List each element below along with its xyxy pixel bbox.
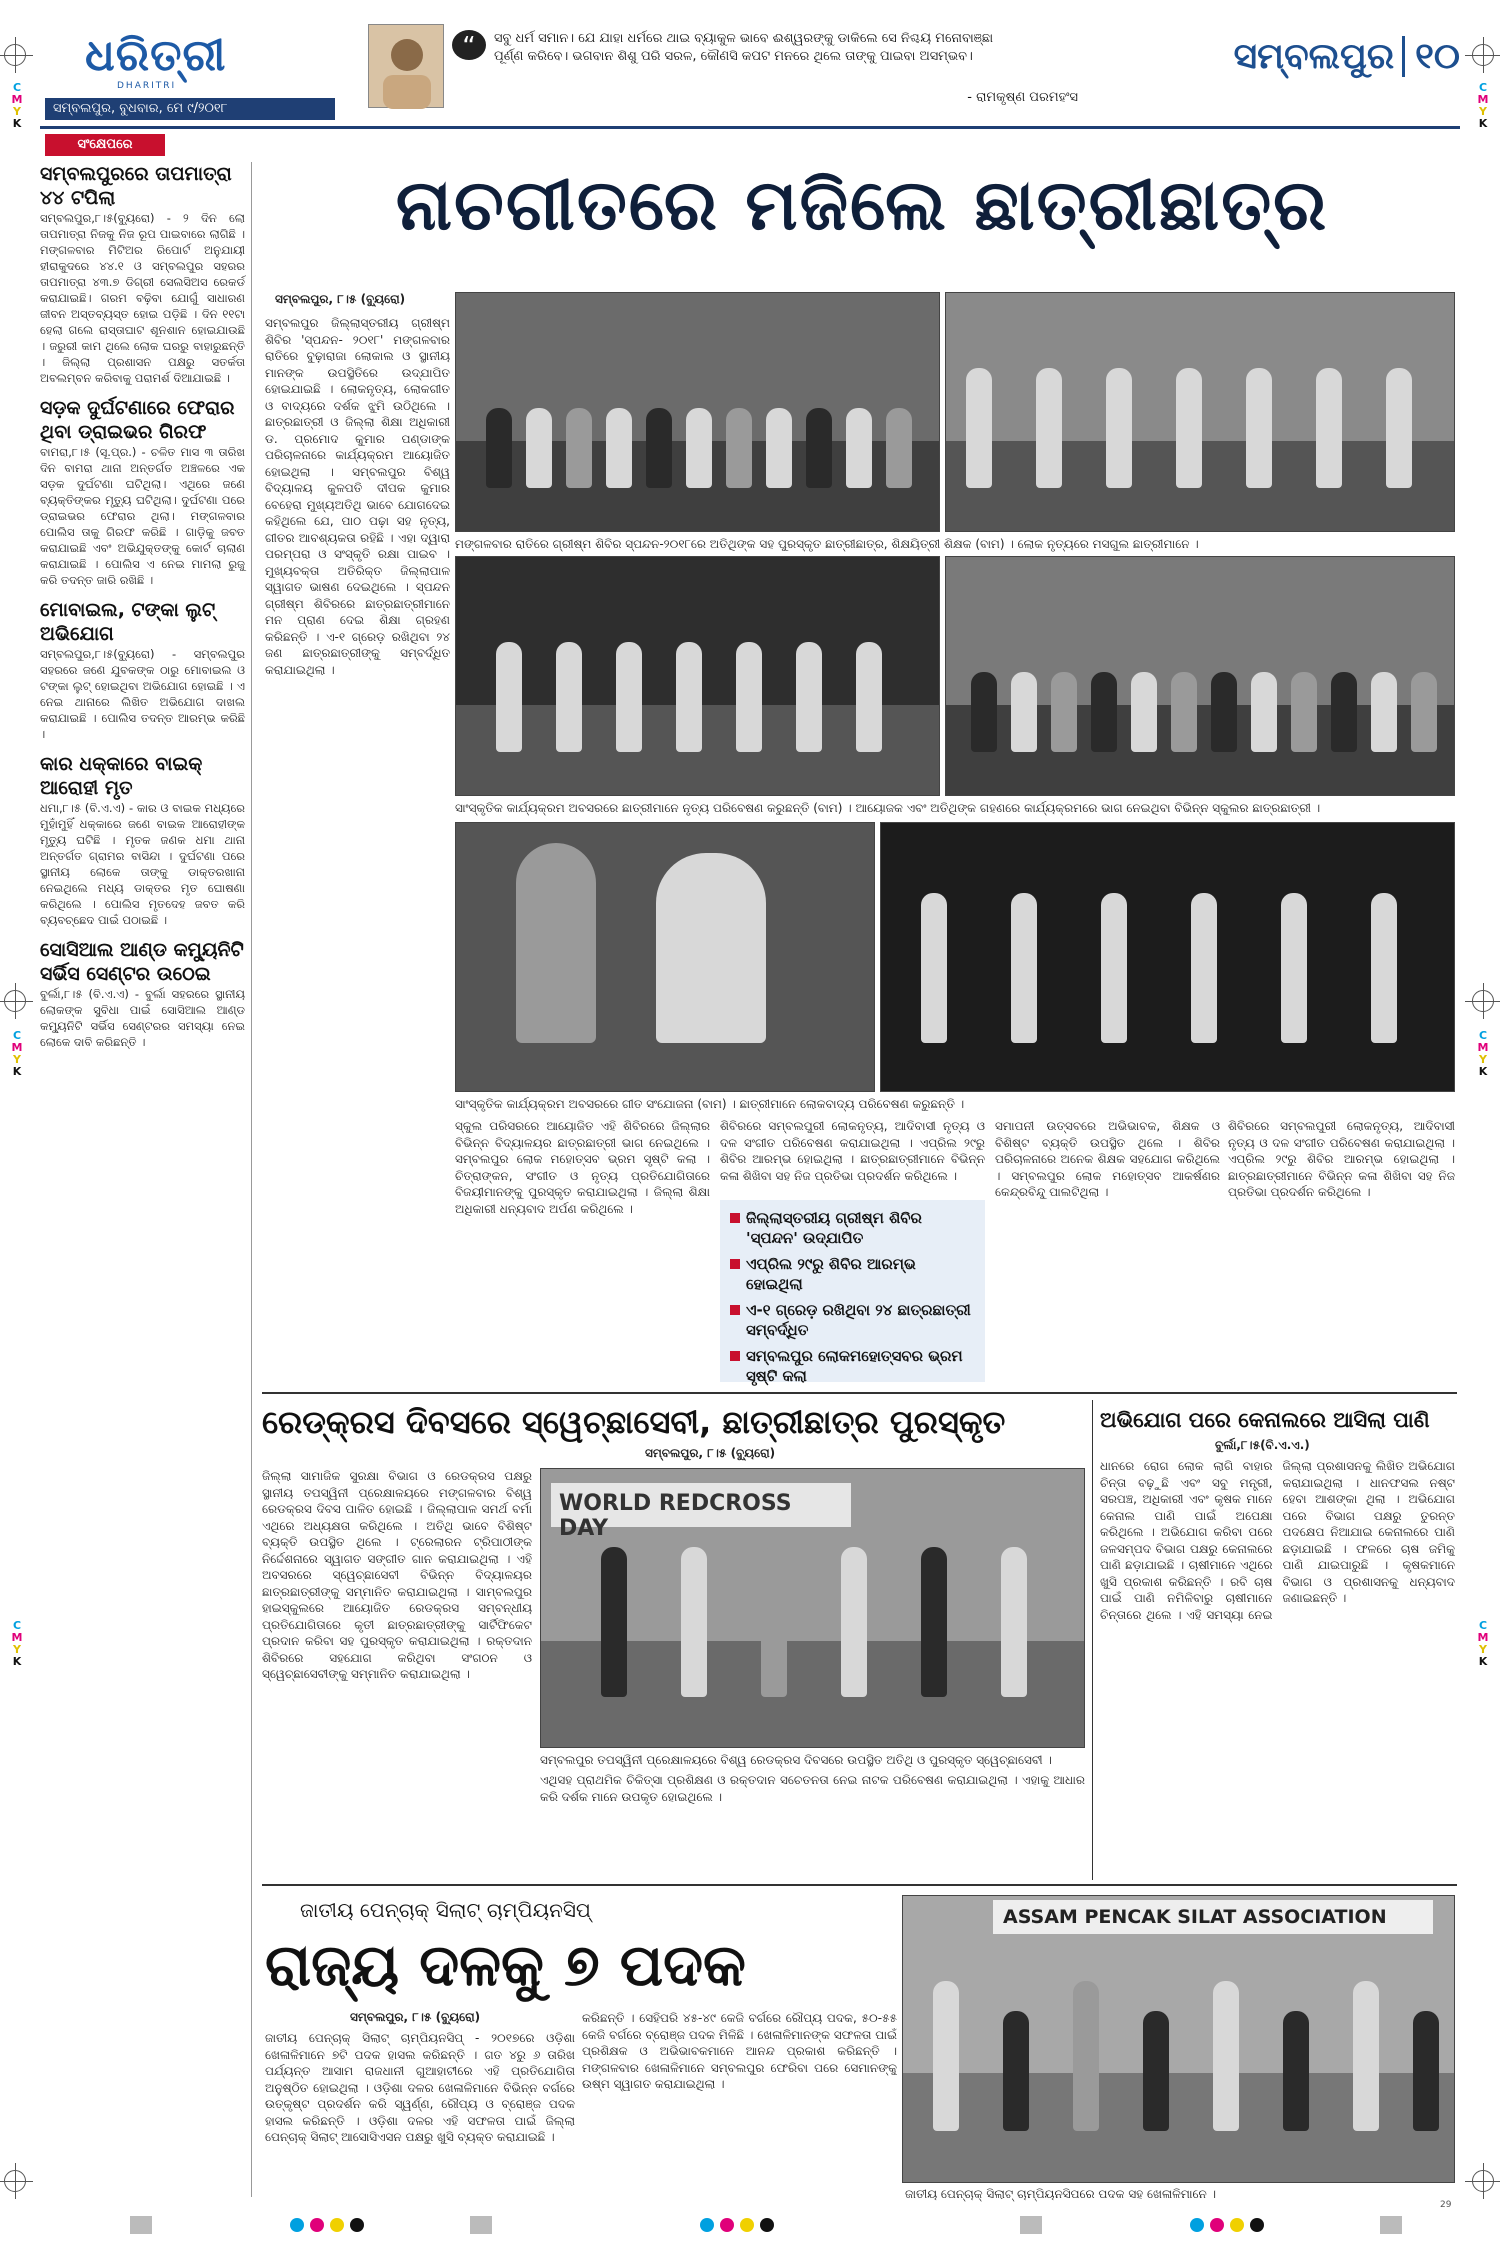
photo-stage-dance[interactable]	[455, 556, 940, 796]
color-bar	[1020, 2216, 1042, 2234]
cmyk-marks: C M Y K	[11, 1029, 23, 1078]
redcross-headline[interactable]: ରେଡ୍‌କ୍ରସ ଦିବସରେ ସ୍ୱେଚ୍ଛାସେବୀ, ଛାତ୍ରୀଛାତ୍ର ପୁରସ୍କୃତ	[262, 1403, 1006, 1441]
silat-kicker: ଜାତୀୟ ପେନ୍‌ଚାକ୍ ସିଲାଟ୍ ଚାମ୍ପିୟନସିପ୍	[300, 1898, 591, 1922]
brief-item[interactable]	[40, 752, 245, 928]
photo-caption: ସାଂସ୍କୃତିକ କାର୍ଯ୍ୟକ୍ରମ ଅବସରରେ ଛାତ୍ରୀମାନେ ନୃତ୍ୟ ପରିବେଷଣ କରୁଛନ୍ତି (ବାମ) । ଆୟୋଜକ ଏବଂ ଅତିଥିଙ୍କ ଗହଣରେ କାର୍ଯ୍ୟକ୍ରମରେ ଭାଗ ନେଇଥିବା ବିଭିନ୍ନ ସ୍କୁଲର ଛାତ୍ରଛାତ୍ରୀ ।	[455, 801, 1321, 815]
water-body: ଧାନରେ ରୋଗ ଲୋକ ଲାଗି ବାହାର ଚିନ୍ତା ବଢ଼ୁଛି ଏବଂ ସବୁ ମନ୍ତ୍ରୀ, ସରପଞ୍ଚ, ଅଧିକାରୀ ଏବଂ କୃଷକ ମାନେ କେନାଲ ପାଣି ପାଇଁ ଅପେକ୍ଷା କରିଥିଲେ । ଅଭିଯୋଗ କରିବା ପରେ ଜଳସମ୍ପଦ ବିଭାଗ ପକ୍ଷରୁ କେନାଲରେ ପାଣି ଛଡ଼ାଯାଇଛି । ଚାଷୀମାନେ ଏଥିରେ ଖୁସି ପ୍ରକାଶ କରିଛନ୍ତି । ରବି ଚାଷ ପାଇଁ ପାଣି ନମିଳିବାରୁ ଚାଷୀମାନେ ଚିନ୍ତାରେ ଥିଲେ । ଏହି ସମସ୍ୟା ନେଇ ଜିଲ୍ଲା ପ୍ରଶାସନକୁ ଲିଖିତ ଅଭିଯୋଗ କରାଯାଇଥିଲା । ଧାନଫସଲ ନଷ୍ଟ ହେବା ଆଶଙ୍କା ଥିଲା । ଅଭିଯୋଗ ପରେ ବିଭାଗ ପକ୍ଷରୁ ତୁରନ୍ତ ପଦକ୍ଷେପ ନିଆଯାଇ କେନାଲରେ ପାଣି ଛଡ଼ାଯାଇଛି । ଫଳରେ ଚାଷ ଜମିକୁ ପାଣି ଯାଇପାରୁଛି । କୃଷକମାନେ ବିଭାଗ ଓ ପ୍ରଶାସନକୁ ଧନ୍ୟବାଦ ଜଣାଇଛନ୍ତି ।	[1100, 1459, 1455, 1622]
photo-caption: ସମ୍ବଲପୁର ତପସ୍ୱିନୀ ପ୍ରେକ୍ଷାଳୟରେ ବିଶ୍ୱ ରେଡକ୍ରସ ଦିବସରେ ଉପସ୍ଥିତ ଅତିଥି ଓ ପୁରସ୍କୃତ ସ୍ୱେଚ୍ଛାସେବୀ ।	[540, 1753, 1052, 1767]
redcross-byline: ସମ୍ବଲପୁର, ୮।୫ (ବ୍ୟୁରୋ)	[645, 1446, 776, 1460]
color-bar	[1250, 2218, 1264, 2232]
color-bar	[760, 2218, 774, 2232]
portrait-image	[368, 24, 444, 108]
quote-author: - ରାମକୃଷ୍ଣ ପରମହଂସ	[967, 90, 1078, 105]
highlights-box	[720, 1200, 985, 1385]
color-bar	[700, 2218, 714, 2232]
brief-body: ଧମା,୮।୫ (ବି.ଏ.ଏ) - କାର ଓ ବାଇକ ମଧ୍ୟରେ ମୁହାଁମୁହିଁ ଧକ୍କାରେ ଜଣେ ବାଇକ ଆରୋହୀଙ୍କ ମୃତ୍ୟୁ ଘଟିଛି । ମୃତକ ଜଣକ ଧମା ଥାନା ଅନ୍ତର୍ଗତ ଗ୍ରାମର ବାସିନ୍ଦା । ଦୁର୍ଘଟଣା ପରେ ସ୍ଥାନୀୟ ଲୋକେ ତାଙ୍କୁ ଡାକ୍ତରଖାନା ନେଇଥିଲେ ମଧ୍ୟ ଡାକ୍ତର ମୃତ ଘୋଷଣା କରିଥିଲେ । ପୋଲିସ ମୃତଦେହ ଜବତ କରି ବ୍ୟବଚ୍ଛେଦ ପାଇଁ ପଠାଇଛି ।	[40, 801, 245, 927]
silat-headline[interactable]: ରାଜ୍ୟ ଦଳକୁ ୭ ପଦକ	[265, 1931, 746, 1999]
photo-singers[interactable]	[455, 822, 875, 1092]
silat-body: ଜାତୀୟ ପେନ୍‌ଚାକ୍ ସିଲାଟ୍ ଚାମ୍ପିୟନସିପ୍ - ୨୦୧୭ରେ ଓଡ଼ିଶା ଖେଳାଳିମାନେ ୭ଟି ପଦକ ହାସଲ କରିଛନ୍ତି । ଗତ ୪ରୁ ୬ ତାରିଖ ପର୍ଯ୍ୟନ୍ତ ଆସାମ ରାଜଧାନୀ ଗୁଆହାଟୀରେ ଏହି ପ୍ରତିଯୋଗିତା ଅନୁଷ୍ଠିତ ହୋଇଥିଲା । ଓଡ଼ିଶା ଦଳର ଖେଳାଳିମାନେ ବିଭିନ୍ନ ବର୍ଗରେ ଉତ୍କୃଷ୍ଟ ପ୍ରଦର୍ଶନ କରି ସ୍ୱର୍ଣ୍ଣ, ରୌପ୍ୟ ଓ ବ୍ରୋଞ୍ଜ ପଦକ ହାସଲ କରିଛନ୍ତି । ଓଡ଼ିଶା ଦଳର ଏହି ସଫଳତା ପାଇଁ ଜିଲ୍ଲା ପେନ୍‌ଚାକ୍ ସିଲାଟ୍ ଆସୋସିଏସନ ପକ୍ଷରୁ ଖୁସି ବ୍ୟକ୍ତ କରାଯାଇଛି ।	[265, 2031, 575, 2144]
color-bar	[310, 2218, 324, 2232]
brief-body: ବୁର୍ଲା,୮।୫ (ବି.ଏ.ଏ) - ବୁର୍ଲା ସହରରେ ସ୍ଥାନୀୟ ଲୋକଙ୍କ ସୁବିଧା ପାଇଁ ସୋସିଆଲ ଆଣ୍ଡ କମ୍ୟୁନିଟି ସର୍ଭିସ ସେଣ୍ଟରର ସମସ୍ୟା ନେଇ ଲୋକେ ଦାବି କରିଛନ୍ତି ।	[40, 987, 245, 1049]
color-bar	[720, 2218, 734, 2232]
silat-banner: ASSAM PENCAK SILAT ASSOCIATION	[993, 1900, 1433, 1934]
briefs-column	[40, 162, 252, 2197]
color-bar	[740, 2218, 754, 2232]
brief-headline: ମୋବାଇଲ, ଟଙ୍କା ଲୁଟ୍ ଅଭିଯୋଗ	[40, 599, 216, 645]
brief-headline: ସମ୍ବଲପୁରରେ ତାପମାତ୍ରା ୪୪ ଟପିଲା	[40, 163, 232, 209]
redcross-body: ଜିଲ୍ଲା ସାମାଜିକ ସୁରକ୍ଷା ବିଭାଗ ଓ ରେଡକ୍ରସ ପକ୍ଷରୁ ସ୍ଥାନୀୟ ତପସ୍ୱିନୀ ପ୍ରେକ୍ଷାଳୟରେ ମଙ୍ଗଳବାର ବିଶ୍ୱ ରେଡକ୍ରସ ଦିବସ ପାଳିତ ହୋଇଛି । ଜିଲ୍ଲାପାଳ ସମର୍ଥ ବର୍ମା ଏଥିରେ ଅଧ୍ୟକ୍ଷତା କରିଥିଲେ । ଅତିଥି ଭାବେ ବିଶିଷ୍ଟ ବ୍ୟକ୍ତି ଉପସ୍ଥିତ ଥିଲେ । ଟ୍ରେଲାରନ ଟ୍ରିପାଠୀଙ୍କ ନିର୍ଦ୍ଦେଶନାରେ ସ୍ୱାଗତ ସଙ୍ଗୀତ ଗାନ କରାଯାଇଥିଲା । ଏହି ଅବସରରେ ସ୍ୱେଚ୍ଛାସେବୀ ବିଭିନ୍ନ ବିଦ୍ୟାଳୟର ଛାତ୍ରଛାତ୍ରୀଙ୍କୁ ସମ୍ମାନିତ କରାଯାଇଥିଲା । ସାମ୍ବଲପୁର ହାଇସ୍କୁଲରେ ଆୟୋଜିତ ରେଡକ୍ରସ ସମ୍ବନ୍ଧୀୟ ପ୍ରତିଯୋଗିତାରେ କୃତୀ ଛାତ୍ରଛାତ୍ରୀଙ୍କୁ ସାର୍ଟିଫିକେଟ ପ୍ରଦାନ କରିବା ସହ ପୁରସ୍କୃତ କରାଯାଇଥିଲା । ରକ୍ତଦାନ ଶିବିରରେ ସହଯୋଗ କରିଥିବା ସଂଗଠନ ଓ ସ୍ୱେଚ୍ଛାସେବୀଙ୍କୁ ସମ୍ମାନିତ କରାଯାଇଥିଲା ।	[262, 1469, 532, 1681]
lead-body-continued: ଶିବିରରେ ସମ୍ବଲପୁରୀ ଲୋକନୃତ୍ୟ, ଆଦିବାସୀ ନୃତ୍ୟ ଓ ଦଳ ସଂଗୀତ ପରିବେଷଣ କରାଯାଇଥିଲା । ଏପ୍ରିଲ ୨୯ରୁ ଶିବିର ଆରମ୍ଭ ହୋଇଥିଲା । ଛାତ୍ରଛାତ୍ରୀମାନେ ବିଭିନ୍ନ କଳା ଶିଖିବା ସହ ନିଜ ପ୍ରତିଭା ପ୍ରଦର୍ଶନ କରିଥିଲେ ।	[1228, 1119, 1455, 1199]
registration-mark	[4, 990, 26, 1012]
photo-group-felicitation[interactable]	[455, 292, 940, 532]
lead-body-continued: ସ୍କୁଲ ପରିସରରେ ଆୟୋଜିତ ଏହି ଶିବିରରେ ଜିଲ୍ଲାର ବିଭିନ୍ନ ବିଦ୍ୟାଳୟର ଛାତ୍ରଛାତ୍ରୀ ଭାଗ ନେଇଥିଲେ । ସମ୍ବଲପୁର ଲୋକ ମହୋତ୍ସବ ଭ୍ରମ ସୃଷ୍ଟି କଲା । ଚିତ୍ରାଙ୍କନ, ସଂଗୀତ ଓ ନୃତ୍ୟ ପ୍ରତିଯୋଗିତାରେ ବିଜୟୀମାନଙ୍କୁ ପୁରସ୍କୃତ କରାଯାଇଥିଲା । ଜିଲ୍ଲା ଶିକ୍ଷା ଅଧିକାରୀ ଧନ୍ୟବାଦ ଅର୍ପଣ କରିଥିଲେ ।	[455, 1119, 710, 1216]
brief-item[interactable]	[40, 396, 245, 588]
photo-redcross[interactable]	[540, 1468, 1085, 1748]
photo-caption: ସାଂସ୍କୃତିକ କାର୍ଯ୍ୟକ୍ରମ ଅବସରରେ ଗୀତ ସଂଯୋଜନା (ବାମ) । ଛାତ୍ରୀମାନେ ଲୋକବାଦ୍ୟ ପରିବେଷଣ କରୁଛନ୍ତି ।	[455, 1097, 965, 1111]
masthead-rule	[40, 126, 1460, 129]
water-byline: ବୁର୍ଲା,୮।୫(ବି.ଏ.ଏ.)	[1215, 1438, 1310, 1452]
page-code: 29	[1440, 2200, 1452, 2210]
brief-item[interactable]	[40, 162, 245, 386]
color-bar	[330, 2218, 344, 2232]
registration-mark	[1472, 990, 1494, 1012]
registration-mark	[4, 44, 26, 66]
brief-item[interactable]	[40, 938, 245, 1050]
page-number: ୧୦	[1402, 36, 1460, 77]
lead-byline: ସମ୍ବଲପୁର, ୮।୫ (ବ୍ୟୁରୋ)	[275, 292, 406, 306]
color-bar	[350, 2218, 364, 2232]
registration-mark	[4, 2170, 26, 2192]
cmyk-marks: C M Y K	[11, 1619, 23, 1668]
water-headline[interactable]: ଅଭିଯୋଗ ପରେ କେନାଲରେ ଆସିଲା ପାଣି	[1100, 1408, 1430, 1432]
page-name: ସମ୍ବଲପୁର ୧୦	[1233, 36, 1460, 77]
silat-byline: ସମ୍ବଲପୁର, ୮।୫ (ବ୍ୟୁରୋ)	[350, 2010, 481, 2024]
masthead-logo[interactable]	[85, 30, 270, 100]
quote-text: ସବୁ ଧର୍ମ ସମାନ। ଯେ ଯାହା ଧର୍ମରେ ଥାଇ ବ୍ୟାକୁଳ ଭାବେ ଈଶ୍ୱରଙ୍କୁ ଡାକିଲେ ସେ ନିଶ୍ଚୟ ମନୋବାଞ୍ଛା ପୂର୍ଣ୍ଣ କରିବେ। ଭଗବାନ ଶିଶୁ ପରି ସରଳ, କୌଣସି କପଟ ମନରେ ଥିଲେ ତାଙ୍କୁ ପାଇବା ଅସମ୍ଭବ।	[494, 31, 994, 64]
color-bar	[1380, 2216, 1402, 2234]
brief-body: ସମ୍ବଲପୁର,୮।୫(ବ୍ୟୁରୋ) - ସମ୍ବଲପୁର ସହରରେ ଜଣେ ଯୁବକଙ୍କ ଠାରୁ ମୋବାଇଲ ଓ ଟଙ୍କା ଲୁଟ୍ ହୋଇଥିବା ଅଭିଯୋଗ ହୋଇଛି । ଏ ନେଇ ଥାନାରେ ଲିଖିତ ଅଭିଯୋଗ ଦାଖଲ କରାଯାଇଛି । ପୋଲିସ ତଦନ୍ତ ଆରମ୍ଭ କରିଛି ।	[40, 647, 245, 741]
quote-box	[368, 24, 1088, 110]
redcross-banner: WORLD REDCROSS DAY	[551, 1483, 851, 1527]
cmyk-marks: C M Y K	[1477, 81, 1489, 130]
color-bar	[130, 2216, 152, 2234]
highlight-item: ସମ୍ବଲପୁର ଲୋକମହୋତ୍ସବର ଭ୍ରମ ସୃଷ୍ଟି କଲା	[728, 1346, 977, 1386]
brief-headline: ସୋସିଆଲ ଆଣ୍ଡ କମ୍ୟୁନିଟି ସର୍ଭିସ ସେଣ୍ଟର ଉଠେଇ	[40, 939, 244, 985]
photo-caption: ମଙ୍ଗଳବାର ରାତିରେ ଗ୍ରୀଷ୍ମ ଶିବିର ସ୍ପନ୍ଦନ-୨୦୧୮ରେ ଅତିଥିଙ୍କ ସହ ପୁରସ୍କୃତ ଛାତ୍ରୀଛାତ୍ର, ଶିକ୍ଷୟିତ୍ରୀ ଶିକ୍ଷକ (ବାମ) । ଲୋକ ନୃତ୍ୟରେ ମସଗୁଲ ଛାତ୍ରୀମାନେ ।	[455, 537, 1199, 551]
brief-body: ବାମରା,୮।୫ (ସୂ.ପ୍ର.) - ଚଳିତ ମାସ ୩ ତାରିଖ ଦିନ ବାମରା ଥାନା ଅନ୍ତର୍ଗତ ଅଞ୍ଚଳରେ ଏକ ସଡ଼କ ଦୁର୍ଘଟଣା ଘଟିଥିଲା। ଏଥିରେ ଜଣେ ବ୍ୟକ୍ତିଙ୍କର ମୃତ୍ୟୁ ଘଟିଥିଲା। ଦୁର୍ଘଟଣା ପରେ ଡ୍ରାଇଭର ଫେରାର ଥିଲା। ମଙ୍ଗଳବାର ପୋଲିସ ତାକୁ ଗିରଫ କରିଛି । ଗାଡ଼ିକୁ ଜବତ କରାଯାଇଛି ଏବଂ ଅଭିଯୁକ୍ତଙ୍କୁ କୋର୍ଟ ଚାଲାଣ କରାଯାଇଛି । ପୋଲିସ ଏ ନେଇ ମାମଲା ରୁଜୁ କରି ତଦନ୍ତ ଜାରି ରଖିଛି ।	[40, 445, 245, 587]
dateline: ସମ୍ବଲପୁର, ବୁଧବାର, ମେ ୯/୨୦୧୮	[45, 98, 335, 120]
column-rule	[1092, 1400, 1093, 1880]
photo-silat-team[interactable]	[902, 1895, 1455, 2183]
redcross-body-continued: ଏଥିସହ ପ୍ରାଥମିକ ଚିକିତ୍ସା ପ୍ରଶିକ୍ଷଣ ଓ ରକ୍ତଦାନ ସଚେତନତା ନେଇ ନାଟକ ପରିବେଷଣ କରାଯାଇଥିଲା । ଏହାକୁ ଆଧାର କରି ଦର୍ଶକ ମାନେ ଉପକୃତ ହୋଇଥିଲେ ।	[540, 1773, 1085, 1804]
lead-headline[interactable]: ନାଚଗୀତରେ ମଜିଲେ ଛାତ୍ରୀଛାତ୍ର	[395, 164, 1329, 246]
brief-body: ସମ୍ବଲପୁର,୮।୫(ବ୍ୟୁରୋ) - ୨ ଦିନ ଲୋ ତାପମାତ୍ରା ନିଜକୁ ନିଜ ରୂପ ପାଇବାରେ ଲାଗିଛି । ମଙ୍ଗଳବାର ମିଟିଅର ରିପୋର୍ଟ ଅନୁଯାୟୀ ହୀରାକୁଦରେ ୪୪.୧ ଓ ସମ୍ବଲପୁର ସହରର ତାପମାତ୍ରା ୪୩.୭ ଡିଗ୍ରୀ ସେଲସିଅସ ରେକର୍ଡ କରାଯାଇଛି। ଗରମ ବଢ଼ିବା ଯୋଗୁଁ ସାଧାରଣ ଜୀବନ ଅସ୍ତବ୍ୟସ୍ତ ହୋଇ ପଡ଼ିଛି । ଦିନ ୧୧ଟା ହେଲା ଗଲେ ରାସ୍ତାଘାଟ ଶୂନଶାନ ହୋଇଯାଉଛି । ଜରୁରୀ କାମ ଥିଲେ ଲୋକ ଘରରୁ ବାହାରୁଛନ୍ତି । ଜିଲ୍ଲା ପ୍ରଶାସନ ପକ୍ଷରୁ ସତର୍କତା ଅବଲମ୍ବନ କରିବାକୁ ପରାମର୍ଶ ଦିଆଯାଇଛି ।	[40, 211, 245, 385]
highlight-item: ଜିଲ୍ଲାସ୍ତରୀୟ ଗ୍ରୀଷ୍ମ ଶିବିର 'ସ୍ପନ୍ଦନ' ଉଦ୍ଯାପିତ	[728, 1208, 977, 1248]
color-bar	[1230, 2218, 1244, 2232]
registration-mark	[1472, 44, 1494, 66]
photo-guests-students[interactable]	[945, 556, 1455, 796]
registration-mark	[1472, 2170, 1494, 2192]
brief-headline: କାର ଧକ୍କାରେ ବାଇକ୍ ଆରୋହୀ ମୃତ	[40, 753, 203, 799]
lead-body-continued: ଶିବିରରେ ସମ୍ବଲପୁରୀ ଲୋକନୃତ୍ୟ, ଆଦିବାସୀ ନୃତ୍ୟ ଓ ଦଳ ସଂଗୀତ ପରିବେଷଣ କରାଯାଇଥିଲା । ଏପ୍ରିଲ ୨୯ରୁ ଶିବିର ଆରମ୍ଭ ହୋଇଥିଲା । ଛାତ୍ରଛାତ୍ରୀମାନେ ବିଭିନ୍ନ କଳା ଶିଖିବା ସହ ନିଜ ପ୍ରତିଭା ପ୍ରଦର୍ଶନ କରିଥିଲେ ।	[720, 1119, 985, 1183]
color-bar	[470, 2216, 492, 2234]
photo-caption: ଜାତୀୟ ପେନ୍‌ଚାକ୍ ସିଲାଟ୍ ଚାମ୍ପିୟନସିପରେ ପଦକ ସହ ଖେଳାଳିମାନେ ।	[905, 2187, 1217, 2201]
briefs-tag: ସଂକ୍ଷେପରେ	[45, 134, 165, 156]
photo-dancers[interactable]	[945, 292, 1455, 532]
lead-body-continued: ସମାପନୀ ଉତ୍ସବରେ ଅଭିଭାବକ, ଶିକ୍ଷକ ଓ ବିଶିଷ୍ଟ ବ୍ୟକ୍ତି ଉପସ୍ଥିତ ଥିଲେ । ଶିବିର ପରିଚାଳନାରେ ଅନେକ ଶିକ୍ଷକ ସହଯୋଗ କରିଥିଲେ । ସମ୍ବଲପୁର ଲୋକ ମହୋତ୍ସବ ଆକର୍ଷଣର କେନ୍ଦ୍ରବିନ୍ଦୁ ପାଲଟିଥିଲା ।	[995, 1119, 1220, 1199]
photo-drummers[interactable]	[880, 822, 1455, 1092]
highlight-item: ଏପ୍ରିଲ ୨୯ରୁ ଶିବିର ଆରମ୍ଭ ହୋଇଥିଲା	[728, 1254, 977, 1294]
section-rule	[262, 1884, 1457, 1886]
logo-wordmark: ଧରିତ୍ରୀ	[85, 30, 227, 81]
color-bar	[1210, 2218, 1224, 2232]
section-rule	[262, 1392, 1457, 1394]
lead-body: ସମ୍ବଲପୁର ଜିଲ୍ଲାସ୍ତରୀୟ ଗ୍ରୀଷ୍ମ ଶିବିର 'ସ୍ପନ୍ଦନ- ୨୦୧୮' ମଙ୍ଗଳବାର ରାତିରେ ବୁଢ଼ାରାଜା ଲୋକାଲ ଓ ସ୍ଥାନୀୟ ମାନଙ୍କ ଉପସ୍ଥିତିରେ ଉଦ୍ଯାପିତ ହୋଇଯାଇଛି । ଲୋକନୃତ୍ୟ, ଲୋକଗୀତ ଓ ବାଦ୍ୟରେ ଦର୍ଶକ ଝୁମି ଉଠିଥିଲେ । ଛାତ୍ରଛାତ୍ରୀ ଓ ଜିଲ୍ଲା ଶିକ୍ଷା ଅଧିକାରୀ ଡ. ପ୍ରମୋଦ କୁମାର ପଣ୍ଡାଙ୍କ ପରିଚାଳନାରେ କାର୍ଯ୍ୟକ୍ରମ ଆୟୋଜିତ ହୋଇଥିଲା । ସମ୍ବଲପୁର ବିଶ୍ୱ ବିଦ୍ୟାଳୟ କୁଳପତି ଦୀପକ କୁମାର ବେହେରା ମୁଖ୍ୟଅତିଥି ଭାବେ ଯୋଗଦେଇ କହିଥିଲେ ଯେ, ପାଠ ପଢ଼ା ସହ ନୃତ୍ୟ, ଗୀତର ଆବଶ୍ୟକତା ରହିଛି । ଏହା ଦ୍ୱାରା ପରମ୍ପରା ଓ ସଂସ୍କୃତି ରକ୍ଷା ପାଇବ । ମୁଖ୍ୟବକ୍ତା ଅତିରିକ୍ତ ଜିଲ୍ଲାପାଳ ସ୍ୱାଗତ ଭାଷଣ ଦେଇଥିଲେ । ସ୍ପନ୍ଦନ ଗ୍ରୀଷ୍ମ ଶିବିରରେ ଛାତ୍ରଛାତ୍ରୀମାନେ ମନ ପ୍ରାଣ ଦେଇ ଶିକ୍ଷା ଗ୍ରହଣ କରିଛନ୍ତି । ଏ-୧ ଗ୍ରେଡ଼ ରଖିଥିବା ୨୪ ଜଣ ଛାତ୍ରଛାତ୍ରୀଙ୍କୁ ସମ୍ବର୍ଦ୍ଧିତ କରାଯାଇଥିଲା ।	[265, 316, 450, 677]
quote-icon: “	[452, 30, 486, 60]
brief-item[interactable]	[40, 598, 245, 742]
logo-subtitle: DHARITRI	[117, 81, 177, 91]
brief-headline: ସଡ଼କ ଦୁର୍ଘଟଣାରେ ଫେରାର ଥିବା ଡ୍ରାଇଭର ଗିରଫ	[40, 397, 235, 443]
silat-body-continued: କରିଛନ୍ତି । ସେହିପରି ୪୫-୪୯ କେଜି ବର୍ଗରେ ରୌପ୍ୟ ପଦକ, ୫୦-୫୫ କେଜି ବର୍ଗରେ ବ୍ରୋଞ୍ଜ ପଦକ ମିଳିଛି । ଖେଳାଳିମାନଙ୍କ ସଫଳତା ପାଇଁ ପ୍ରଶିକ୍ଷକ ଓ ଅଭିଭାବକମାନେ ଆନନ୍ଦ ପ୍ରକାଶ କରିଛନ୍ତି । ମଙ୍ଗଳବାର ଖେଳାଳିମାନେ ସମ୍ବଲପୁର ଫେରିବା ପରେ ସେମାନଙ୍କୁ ଉଷ୍ମ ସ୍ୱାଗତ କରାଯାଇଥିଲା ।	[582, 2011, 897, 2091]
color-bar	[290, 2218, 304, 2232]
highlight-item: ଏ-୧ ଗ୍ରେଡ଼ ରଖିଥିବା ୨୪ ଛାତ୍ରଛାତ୍ରୀ ସମ୍ବର୍ଦ୍ଧିତ	[728, 1300, 977, 1340]
color-bar	[1190, 2218, 1204, 2232]
cmyk-marks: C M Y K	[1477, 1029, 1489, 1078]
cmyk-marks: C M Y K	[1477, 1619, 1489, 1668]
cmyk-marks: C M Y K	[11, 81, 23, 130]
